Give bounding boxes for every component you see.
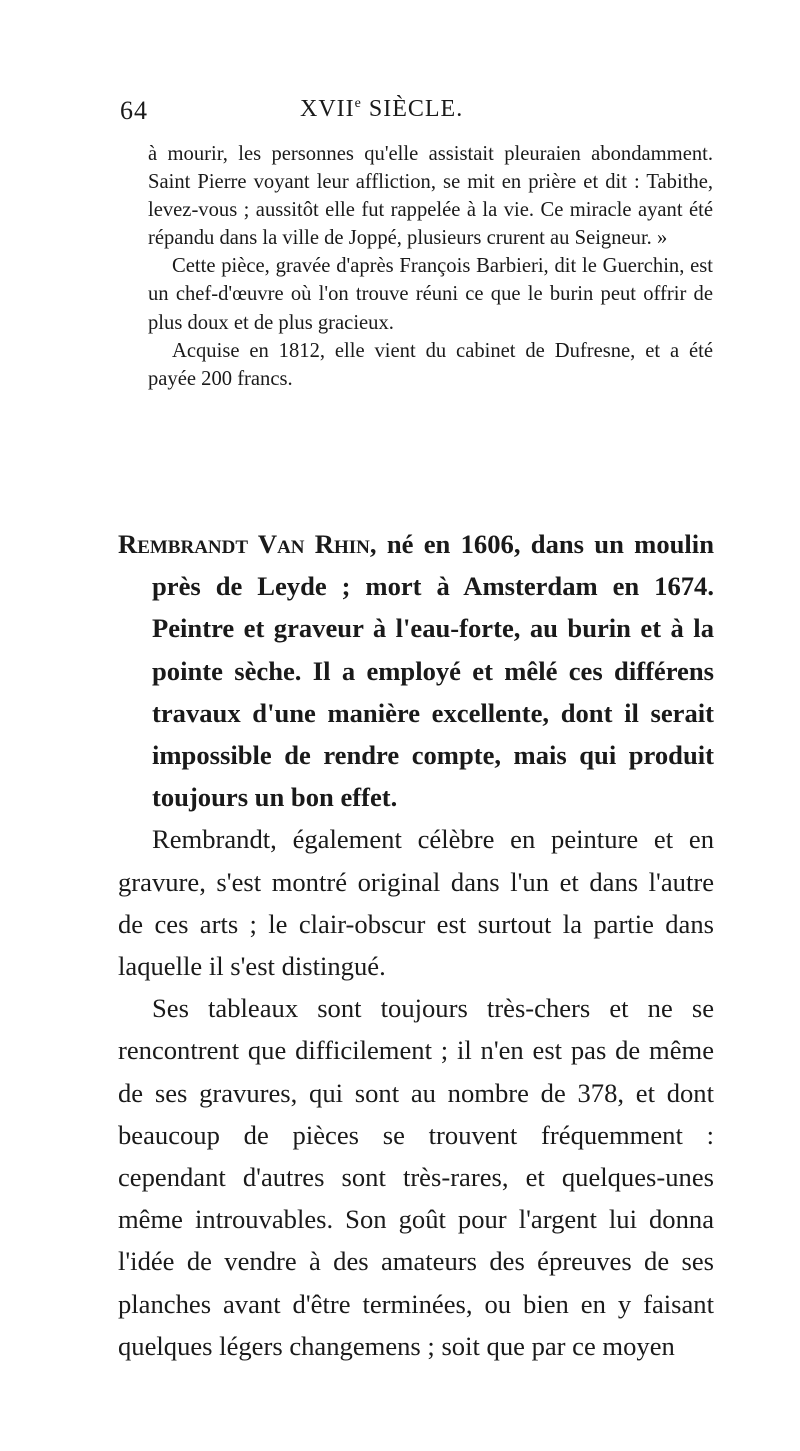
running-head-prefix: XVII	[300, 96, 355, 122]
artist-fame-paragraph: Rembrandt, également célèbre en peinture et en gravure, s'est montré original dans l'un et dans l'autre de ces arts ; le clair-obscur est surtout la partie dans laquelle il s'est distingué.	[118, 824, 714, 982]
engraving-description-paragraph: Cette pièce, gravée d'après François Barbieri, dit le Guerchin, est un chef-d'œuvre où l'on trouve réuni ce que le burin peut offrir de plus doux et de plus gracieux.	[148, 255, 713, 334]
running-head-superscript: e	[354, 96, 362, 111]
acquisition-paragraph: Acquise en 1812, elle vient du cabinet de Dufresne, et a été payée 200 francs.	[148, 339, 713, 390]
artist-entry-block	[118, 523, 714, 1367]
running-head-suffix: SIÈCLE.	[361, 96, 464, 122]
quote-continuation-paragraph: à mourir, les personnes qu'elle assistait pleuraien abondamment. Saint Pierre voyant leur affliction, se mit en prière et dit : Tabithe, levez-vous ; aussitôt elle fut rappelée à la vie. Ce miracle ayant été répandu dans la ville de Joppé, plusieurs crurent au Seigneur. »	[148, 143, 713, 250]
page-header	[0, 96, 800, 136]
artist-name: Rembrandt Van Rhin	[118, 529, 370, 559]
running-head	[300, 96, 463, 123]
artist-works-paragraph: Ses tableaux sont toujours très-chers et ne se rencontrent que difficilement ; il n'en est pas de même de ses gravures, qui sont au nombre de 378, et dont beaucoup de pièces se trouvent fréquemment : cependant d'autres sont très-rares, et quelques-unes même introuvables. Son goût pour l'argent lui donna l'idée de vendre à des amateurs des épreuves de ses planches avant d'être terminées, ou bien en y faisant quelques légers changemens ; soit que par ce moyen	[118, 993, 714, 1361]
artist-intro-text: , né en 1606, dans un moulin près de Leyde ; mort à Amsterdam en 1674. Peintre et graveur à l'eau-forte, au burin et à la pointe sèche. Il a employé et mêlé ces différens travaux d'une manière excellente, dont il serait impossible de rendre compte, mais qui produit toujours un bon effet.	[152, 529, 714, 813]
page-number: 64	[120, 96, 148, 125]
quoted-description-block	[148, 140, 713, 393]
artist-intro-paragraph	[118, 523, 714, 818]
